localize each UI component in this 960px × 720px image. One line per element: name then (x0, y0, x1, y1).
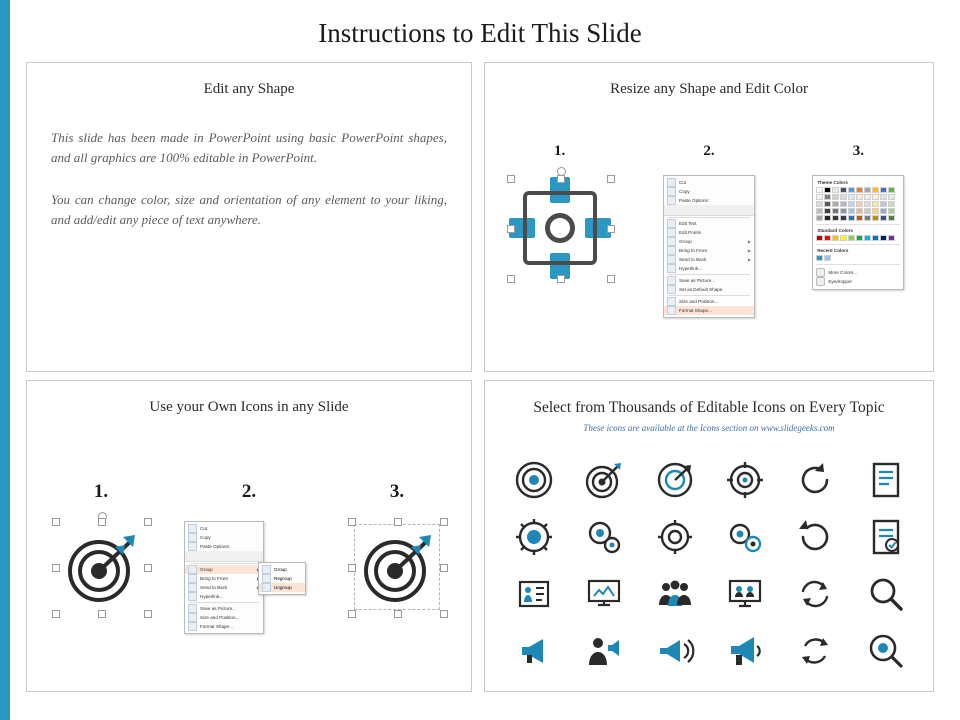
resize-handle-br[interactable] (440, 610, 448, 618)
menu-divider (668, 295, 750, 296)
icon-magnifier[interactable] (866, 574, 906, 614)
context-menu-label: Cut (678, 180, 687, 185)
resize-step-2: 2. (703, 143, 715, 159)
context-menu-item[interactable] (664, 196, 754, 205)
paste-options-strip (664, 205, 754, 216)
icon-people-podium[interactable] (514, 574, 554, 614)
context-menu-item[interactable] (185, 524, 263, 533)
recent-colors-label: Recent Colors (817, 248, 849, 253)
resize-handle-tr[interactable] (144, 518, 152, 526)
copy-icon (188, 533, 197, 542)
chevron-right-icon: ▶ (747, 239, 751, 244)
context-menu-item-group[interactable] (185, 565, 263, 574)
team-meeting-icon (725, 574, 765, 614)
color-swatch[interactable] (816, 201, 823, 207)
color-swatch[interactable] (848, 194, 855, 200)
color-swatch[interactable] (856, 208, 863, 214)
icon-target-dart[interactable] (584, 460, 624, 500)
eyedropper-item[interactable] (816, 277, 900, 286)
context-menu-item[interactable] (185, 592, 263, 601)
edit-shape-paragraph-1: This slide has been made in PowerPoint using basic PowerPoint shapes, and all graphics are 100% editable in PowerPoint. (51, 130, 447, 165)
context-menu-label: Bring to Front (678, 248, 707, 253)
context-menu-label: Paste Options: (200, 544, 231, 549)
color-swatch[interactable] (864, 194, 871, 200)
resize-step-numbers (485, 143, 933, 160)
context-menu-label: Group (200, 567, 213, 572)
target-dart-icon (584, 460, 624, 500)
palette-icon (816, 268, 825, 277)
own-icons-step-numbers (27, 481, 471, 503)
theme-swatch-row[interactable] (816, 194, 900, 200)
color-swatch[interactable] (864, 208, 871, 214)
regroup-icon (262, 574, 271, 583)
edit-text-icon (667, 219, 676, 228)
color-swatch[interactable] (872, 235, 879, 241)
color-swatch[interactable] (840, 187, 847, 193)
own-icons-step-3: 3. (389, 481, 405, 502)
resize-shot-3 (784, 175, 933, 355)
menu-divider (189, 563, 259, 564)
gear-filled-icon (514, 517, 554, 557)
color-swatch[interactable] (864, 187, 871, 193)
own-icons-shot-2 (175, 521, 323, 681)
color-swatch[interactable] (880, 187, 887, 193)
bring-to-front-icon (667, 246, 676, 255)
people-podium-icon (514, 574, 554, 614)
context-menu-item[interactable] (664, 276, 754, 285)
icon-document-list[interactable] (866, 460, 906, 500)
color-swatch[interactable] (880, 235, 887, 241)
icon-gear-outline[interactable] (655, 517, 695, 557)
shape-ring (545, 213, 575, 243)
color-swatch[interactable] (872, 215, 879, 221)
theme-swatch-row[interactable] (816, 208, 900, 214)
color-swatch[interactable] (888, 208, 895, 214)
panel-icons-library (484, 380, 934, 692)
context-menu-label: Paste Options: (678, 198, 710, 203)
color-swatch[interactable] (824, 215, 831, 221)
resize-handle-bm[interactable] (557, 275, 565, 283)
resize-handle-ml[interactable] (348, 564, 356, 572)
panel-own-icons (26, 380, 472, 692)
gear-outline-icon (655, 517, 695, 557)
color-swatch[interactable] (864, 215, 871, 221)
cut-icon (188, 524, 197, 533)
context-menu-item[interactable] (664, 264, 754, 273)
shape-context-menu[interactable] (663, 175, 755, 318)
resize-handle-ml[interactable] (52, 564, 60, 572)
icon-refresh-arrow[interactable] (795, 517, 835, 557)
resize-shot-1 (485, 175, 634, 355)
color-swatch[interactable] (888, 187, 895, 193)
own-icons-step-2: 2. (241, 481, 257, 502)
submenu-label: Regroup (274, 576, 292, 581)
standard-colors-label: Standard Colors (817, 228, 854, 233)
icon-announce-person[interactable] (584, 631, 624, 671)
context-menu-label: Hyperlink... (678, 266, 702, 271)
page-title: Instructions to Edit This Slide (318, 18, 642, 48)
resize-screenshots (485, 175, 933, 355)
context-menu-item[interactable] (185, 622, 263, 631)
color-swatch[interactable] (816, 235, 823, 241)
color-swatch[interactable] (824, 255, 831, 261)
panel-edit-any-shape (26, 62, 472, 372)
submenu-item-regroup[interactable] (259, 574, 305, 583)
context-menu-label: Group (678, 239, 692, 244)
format-shape-icon (188, 622, 197, 631)
icon-context-menu[interactable] (184, 521, 264, 634)
icon-target-search[interactable] (866, 631, 906, 671)
target-dart-icon (351, 521, 443, 613)
save-picture-icon (188, 604, 197, 613)
target-outline-icon (514, 460, 554, 500)
size-position-icon (667, 297, 676, 306)
group-icon (188, 565, 197, 574)
context-menu-label: Cut (200, 526, 208, 531)
refresh-clockwise-icon (795, 460, 835, 500)
target-dart-icon (55, 521, 147, 613)
megaphone-sound-icon (655, 631, 695, 671)
color-swatch[interactable] (832, 187, 839, 193)
color-swatch[interactable] (832, 235, 839, 241)
eyedropper-icon (816, 277, 825, 286)
announce-person-icon (584, 631, 624, 671)
theme-colors-label: Theme Colors (817, 180, 848, 185)
context-menu-label: Format Shape... (200, 624, 233, 629)
context-menu-label: Save as Picture... (200, 606, 237, 611)
group-submenu[interactable] (258, 562, 306, 595)
resize-handle-bl[interactable] (52, 610, 60, 618)
icon-target-outline[interactable] (514, 460, 554, 500)
color-swatch[interactable] (872, 201, 879, 207)
submenu-item-group[interactable] (259, 565, 305, 574)
resize-handle-mr[interactable] (607, 225, 615, 233)
color-swatch[interactable] (856, 215, 863, 221)
cut-icon (667, 178, 676, 187)
magnifier-icon (866, 574, 906, 614)
color-swatch[interactable] (816, 215, 823, 221)
icon-group-people[interactable] (655, 574, 695, 614)
color-swatch[interactable] (816, 187, 823, 193)
color-swatch[interactable] (840, 201, 847, 207)
context-menu-item[interactable] (185, 542, 263, 551)
color-swatch[interactable] (832, 208, 839, 214)
resize-handle-tr[interactable] (440, 518, 448, 526)
presentation-people-icon (584, 574, 624, 614)
resize-handle-tl[interactable] (52, 518, 60, 526)
color-swatch[interactable] (840, 215, 847, 221)
target-arrow-icon (655, 460, 695, 500)
menu-divider (668, 274, 750, 275)
color-swatch[interactable] (832, 201, 839, 207)
icon-gears-settings[interactable] (725, 517, 765, 557)
theme-swatch-row[interactable] (816, 215, 900, 221)
context-menu-label: Send to Back (200, 585, 228, 590)
resize-handle-tr[interactable] (607, 175, 615, 183)
color-swatch[interactable] (888, 215, 895, 221)
icon-checklist-clipboard[interactable] (866, 517, 906, 557)
color-swatch[interactable] (880, 201, 887, 207)
color-swatch[interactable] (824, 235, 831, 241)
color-swatch[interactable] (840, 235, 847, 241)
context-menu-item[interactable] (664, 297, 754, 306)
color-swatch[interactable] (848, 208, 855, 214)
context-menu-label: Copy (678, 189, 690, 194)
edit-points-icon (667, 228, 676, 237)
context-menu-label: Format Shape... (678, 308, 712, 313)
color-swatch[interactable] (840, 208, 847, 214)
recent-swatch-row[interactable] (816, 255, 900, 261)
resize-handle-bl[interactable] (507, 275, 515, 283)
chevron-right-icon: ▶ (747, 257, 751, 262)
context-menu-label: Copy (200, 535, 211, 540)
refresh-arrow-icon (795, 517, 835, 557)
megaphone-icon (514, 631, 554, 671)
color-swatch[interactable] (824, 194, 831, 200)
ungroup-icon (262, 583, 271, 592)
chevron-right-icon: ▶ (747, 248, 751, 253)
paste-options-strip (185, 551, 263, 562)
resize-handle-bm[interactable] (98, 610, 106, 618)
resize-handle-ml[interactable] (507, 225, 515, 233)
context-menu-label: Bring to Front (200, 576, 228, 581)
color-swatch[interactable] (888, 201, 895, 207)
color-picker-popup[interactable] (812, 175, 904, 290)
format-shape-icon (667, 306, 676, 315)
icon-recycle-arrows[interactable] (795, 631, 835, 671)
paste-icon (188, 542, 197, 551)
icon-megaphone[interactable] (514, 631, 554, 671)
theme-swatch-row[interactable] (816, 201, 900, 207)
menu-divider (816, 224, 900, 225)
icon-megaphone-alt[interactable] (725, 631, 765, 671)
context-menu-item[interactable] (664, 178, 754, 187)
megaphone-alt-icon (725, 631, 765, 671)
resize-handle-tm[interactable] (98, 518, 106, 526)
color-swatch[interactable] (888, 235, 895, 241)
color-swatch[interactable] (848, 201, 855, 207)
resize-handle-tm[interactable] (557, 175, 565, 183)
color-swatch[interactable] (832, 194, 839, 200)
resize-handle-mr[interactable] (440, 564, 448, 572)
context-menu-item-format-shape[interactable] (664, 306, 754, 315)
gears-pair-icon (584, 517, 624, 557)
icon-target-arrow[interactable] (655, 460, 695, 500)
eyedropper-label: Eyedropper (828, 279, 853, 284)
menu-divider (816, 244, 900, 245)
icon-target-crosshair[interactable] (725, 460, 765, 500)
theme-swatch-row[interactable] (816, 187, 900, 193)
own-icons-shot-3 (323, 521, 471, 681)
save-picture-icon (667, 276, 676, 285)
color-swatch[interactable] (880, 194, 887, 200)
color-swatch[interactable] (848, 235, 855, 241)
resize-handle-br[interactable] (607, 275, 615, 283)
menu-divider (668, 217, 750, 218)
color-swatch[interactable] (856, 235, 863, 241)
icon-sync-arrows[interactable] (795, 574, 835, 614)
panel-title-edit-shape: Edit any Shape (203, 81, 295, 97)
resize-shot-2 (634, 175, 783, 355)
color-swatch[interactable] (856, 201, 863, 207)
target-search-icon (866, 631, 906, 671)
accent-bar (0, 0, 10, 720)
icon-megaphone-sound[interactable] (655, 631, 695, 671)
color-swatch[interactable] (824, 201, 831, 207)
checklist-clipboard-icon (866, 517, 906, 557)
context-menu-label: Send to Back (678, 257, 707, 262)
submenu-label: Ungroup (274, 585, 292, 590)
color-swatch[interactable] (864, 235, 871, 241)
gears-settings-icon (725, 517, 765, 557)
resize-handle-tl[interactable] (507, 175, 515, 183)
context-menu-item[interactable] (664, 246, 754, 255)
context-menu-item[interactable] (664, 228, 754, 237)
recycle-arrows-icon (795, 631, 835, 671)
own-icons-shot-1 (27, 521, 175, 681)
copy-icon (667, 187, 676, 196)
context-menu-label: Edit Points (678, 230, 701, 235)
context-menu-item[interactable] (185, 613, 263, 622)
edit-shape-paragraph-2: You can change color, size and orientation of any element to your liking, and add/edit any piece of text anywhere. (51, 192, 447, 227)
resize-handle-tl[interactable] (348, 518, 356, 526)
color-swatch[interactable] (872, 187, 879, 193)
color-swatch[interactable] (816, 255, 823, 261)
context-menu-item[interactable] (185, 604, 263, 613)
icon-presentation-people[interactable] (584, 574, 624, 614)
color-swatch[interactable] (824, 208, 831, 214)
icon-library-grid (499, 451, 921, 679)
context-menu-label: Size and Position... (678, 299, 719, 304)
color-swatch[interactable] (848, 187, 855, 193)
context-menu-label: Save as Picture... (678, 278, 715, 283)
icon-gears-pair[interactable] (584, 517, 624, 557)
color-swatch[interactable] (872, 208, 879, 214)
panel-title-resize-shape: Resize any Shape and Edit Color (610, 81, 808, 97)
standard-swatch-row[interactable] (816, 235, 900, 241)
hyperlink-icon (188, 592, 197, 601)
dart-selected-graphic (55, 521, 147, 613)
resize-handle-bl[interactable] (348, 610, 356, 618)
paste-icon (667, 196, 676, 205)
own-icons-step-1: 1. (93, 481, 109, 502)
color-swatch[interactable] (888, 194, 895, 200)
menu-divider (816, 264, 900, 265)
own-icons-screenshots (27, 521, 471, 681)
resize-handle-tm[interactable] (394, 518, 402, 526)
send-to-back-icon (667, 255, 676, 264)
more-colors-item[interactable] (816, 268, 900, 277)
icon-gear-filled[interactable] (514, 517, 554, 557)
panel-title-icons-library: Select from Thousands of Editable Icons on Every Topic (533, 399, 885, 416)
color-swatch[interactable] (840, 194, 847, 200)
group-icon (667, 237, 676, 246)
shape-handles-graphic (507, 175, 613, 281)
group-people-icon (655, 574, 695, 614)
panel-title-own-icons: Use your Own Icons in any Slide (149, 399, 349, 415)
sync-arrows-icon (795, 574, 835, 614)
more-colors-label: More Colors... (828, 270, 858, 275)
context-menu-item[interactable] (664, 187, 754, 196)
resize-handle-br[interactable] (144, 610, 152, 618)
size-position-icon (188, 613, 197, 622)
context-menu-label: Set as Default Shape (678, 287, 723, 292)
color-swatch[interactable] (816, 208, 823, 214)
resize-step-1: 1. (554, 143, 566, 159)
color-swatch[interactable] (848, 215, 855, 221)
icon-team-meeting[interactable] (725, 574, 765, 614)
dart-ungrouped-graphic (351, 521, 443, 613)
color-swatch[interactable] (880, 215, 887, 221)
hyperlink-icon (667, 264, 676, 273)
color-swatch[interactable] (880, 208, 887, 214)
send-to-back-icon (188, 583, 197, 592)
group-icon (262, 565, 271, 574)
icon-refresh-clockwise[interactable] (795, 460, 835, 500)
context-menu-item[interactable] (185, 533, 263, 542)
bring-to-front-icon (188, 574, 197, 583)
context-menu-label: Hyperlink... (200, 594, 223, 599)
color-swatch[interactable] (816, 194, 823, 200)
submenu-label: Group (274, 567, 287, 572)
resize-handle-bm[interactable] (394, 610, 402, 618)
context-menu-item[interactable] (664, 237, 754, 246)
context-menu-item[interactable] (664, 285, 754, 294)
color-swatch[interactable] (872, 194, 879, 200)
menu-divider (189, 602, 259, 603)
color-swatch[interactable] (856, 187, 863, 193)
color-swatch[interactable] (824, 187, 831, 193)
context-menu-label: Size and Position... (200, 615, 240, 620)
context-menu-item[interactable] (185, 583, 263, 592)
panel-grid (26, 62, 934, 694)
context-menu-label: Edit Text (678, 221, 697, 226)
context-menu-item[interactable] (185, 574, 263, 583)
icons-library-subtitle: These icons are available at the Icons section on www.slidegeeks.com (583, 423, 835, 433)
context-menu-item[interactable] (664, 255, 754, 264)
resize-step-3: 3. (852, 143, 864, 159)
context-menu-item[interactable] (664, 219, 754, 228)
submenu-item-ungroup[interactable] (259, 583, 305, 592)
panel-resize-shape (484, 62, 934, 372)
color-swatch[interactable] (864, 201, 871, 207)
color-swatch[interactable] (832, 215, 839, 221)
resize-handle-mr[interactable] (144, 564, 152, 572)
document-list-icon (866, 460, 906, 500)
default-shape-icon (667, 285, 676, 294)
color-swatch[interactable] (856, 194, 863, 200)
target-crosshair-icon (725, 460, 765, 500)
